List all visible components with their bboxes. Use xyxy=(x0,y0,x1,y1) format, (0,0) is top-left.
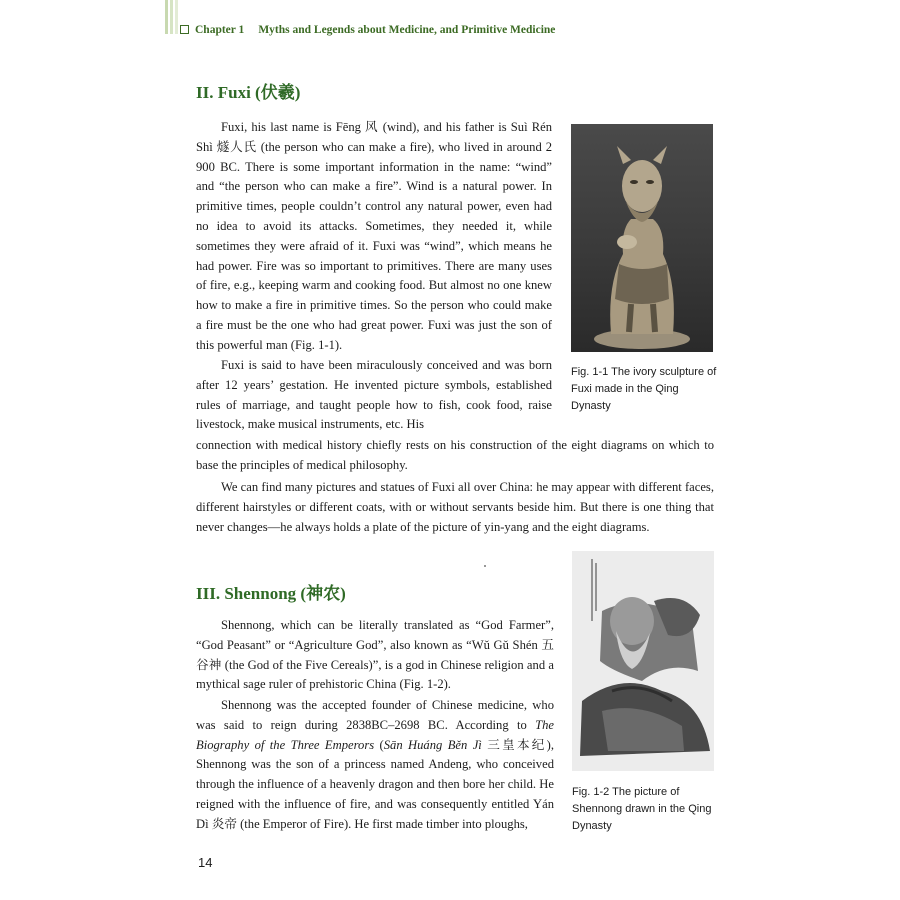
page-number: 14 xyxy=(198,855,213,870)
shennong-p2-text-c: 三皇本纪), Shennong was the son of a princess named Andeng, who conceived through the influence of a heavenly dragon and then bore her child. He reigned with the influence of fire, and was consequently entitled Yán Dì 炎帝 (the Emperor of Fire). He first made timber into ploughs, xyxy=(196,737,554,831)
figure-2-caption: Fig. 1-2 The picture of Shennong drawn in the Qing Dynasty xyxy=(572,786,712,832)
book-title-pinyin: Sān Huáng Běn Jì xyxy=(383,737,482,752)
chapter-label: Chapter 1 xyxy=(195,24,245,36)
fuxi-paragraph-2b: connection with medical history chiefly rests on his construction of the eight diagrams on which to base the principles of medical philosophy. xyxy=(196,438,714,472)
shennong-picture-image xyxy=(572,551,714,771)
book-title-english: The Biography of the Three Emperors xyxy=(196,717,554,752)
chapter-title: Myths and Legends about Medicine, and Primitive Medicine xyxy=(258,24,556,36)
figure-1-caption: Fig. 1-1 The ivory sculpture of Fuxi made in the Qing Dynasty xyxy=(571,366,717,412)
shennong-p2-text-a: Shennong was the accepted founder of Chinese medicine, who was said to reign during 2838BC–2698 BC. According to xyxy=(196,698,554,732)
section-title-fuxi: II. Fuxi (伏羲) xyxy=(196,83,301,102)
header-square-icon xyxy=(180,25,189,34)
section-title-shennong: III. Shennong (神农) xyxy=(196,584,346,603)
fuxi-paragraph-2a: Fuxi is said to have been miraculously conceived and was born after 12 years’ gestation. He invented picture symbols, established rules of marriage, and taught people how to fish, cook food, raise livestock, make musical instruments, etc. His xyxy=(196,358,552,432)
header-decoration xyxy=(165,0,179,34)
fuxi-paragraph-3: We can find many pictures and statues of Fuxi all over China: he may appear with different faces, different hairstyles or different coats, with or without servants beside him. But there is one thing that never changes—he always holds a plate of the picture of yin-yang and the eight diagrams. xyxy=(196,480,714,534)
figure-fuxi-sculpture xyxy=(571,124,713,352)
shennong-paragraph-1: Shennong, which can be literally translated as “God Farmer”, “God Peasant” or “Agriculture God”, also known as “Wǔ Gǔ Shén 五谷神 (the God of the Five Cereals)”, is a god in Chinese religion and a mythical sage ruler of prehistoric China (Fig. 1-2). xyxy=(196,618,554,692)
figure-shennong-picture xyxy=(572,551,714,771)
shennong-p2-text-b: ( xyxy=(374,737,384,752)
fuxi-paragraph-1: Fuxi, his last name is Fēng 风 (wind), and his father is Suì Rén Shì 燧人氏 (the person who can make a fire), who lived in around 2 900 BC. There is some important information in the name: “wind” and “the person who can make a fire”. Wind is a natural power. In primitive times, people couldn’t control any natural power, even had no idea to avoid its attacks. Sometimes, they needed it, while sometimes they were afraid of it. Fuxi was “wind”, which means he had power. Fire was so important to primitives. There are many uses of fire, e.g., keeping warm and cooking food. But almost no one knew how to make a fire in primitive times. So the person who could make a fire must be the one who had great power. Fuxi was just the son of this powerful man (Fig. 1-1). xyxy=(196,120,552,352)
shennong-paragraph-2 xyxy=(196,696,554,835)
fuxi-sculpture-image xyxy=(571,124,713,352)
running-header xyxy=(180,24,555,36)
scan-speck xyxy=(484,565,486,567)
